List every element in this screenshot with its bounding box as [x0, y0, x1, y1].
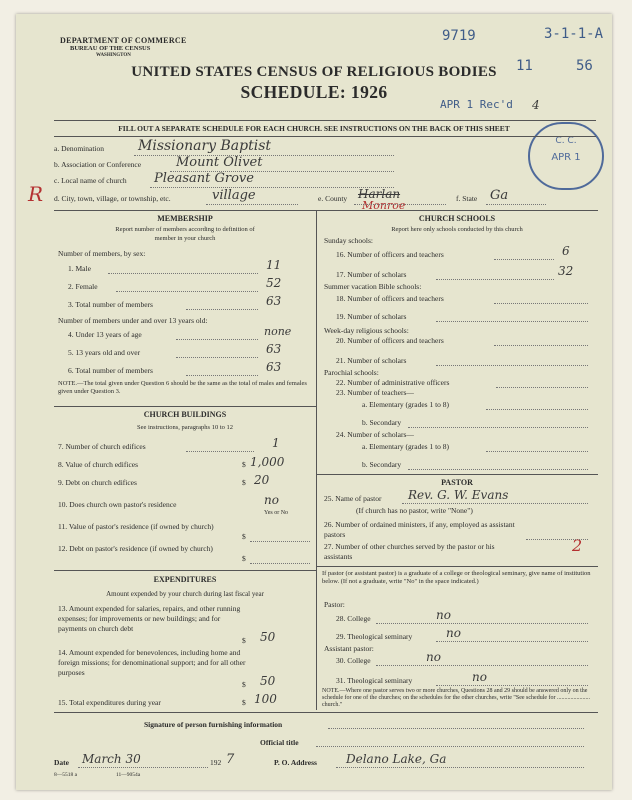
q29-value[interactable]: no: [446, 626, 461, 640]
form-number: 8—5518 a: [54, 772, 78, 778]
q22-label: 22. Number of administrative officers: [336, 378, 450, 387]
q23-label: 23. Number of teachers—: [336, 388, 414, 397]
q30-dots: [376, 665, 588, 666]
summer-schools-label: Summer vacation Bible schools:: [324, 282, 422, 291]
total-expenditures-label: 15. Total expenditures during year: [58, 698, 161, 707]
q23-elementary-label: a. Elementary (grades 1 to 8): [362, 400, 450, 409]
membership-subheading-1: Report number of members according to definition of: [115, 226, 255, 233]
q25-value[interactable]: Rev. G. W. Evans: [408, 488, 509, 502]
column-divider: [316, 210, 317, 710]
age-heading: Number of members under and over 13 years old:: [58, 316, 208, 325]
over-13-value[interactable]: 63: [266, 342, 282, 356]
q28-label: 28. College: [336, 614, 371, 623]
q24-secondary-dots: [408, 469, 588, 470]
buildings-subheading: See instructions, paragraphs 10 to 12: [136, 424, 234, 431]
date-year: 192: [210, 758, 222, 767]
q25-dots: [402, 503, 588, 504]
schools-bottom-rule: [316, 474, 598, 475]
q22-dots: [496, 387, 588, 388]
edifices-value-label: 8. Value of church edifices: [58, 460, 139, 469]
city-value[interactable]: village: [212, 188, 256, 203]
total-members-value[interactable]: 63: [266, 294, 282, 308]
running-expenses-prefix: $: [242, 636, 246, 645]
margin-mark: R: [28, 182, 44, 206]
association-value[interactable]: Mount Olivet: [176, 155, 263, 170]
total-expenditures-value[interactable]: 100: [254, 692, 277, 706]
sunday-schools-label: Sunday schools:: [324, 236, 373, 245]
po-address-line: [336, 767, 584, 768]
q17-value[interactable]: 32: [558, 264, 574, 278]
female-value[interactable]: 52: [266, 276, 282, 290]
assistant-pastor-label: Assistant pastor:: [324, 644, 374, 653]
male-dots: [108, 273, 258, 274]
q21-label: 21. Number of scholars: [336, 356, 407, 365]
schools-heading: CHURCH SCHOOLS: [418, 214, 496, 223]
over-13-dots: [176, 357, 258, 358]
female-dots: [116, 291, 258, 292]
benevolences-value[interactable]: 50: [260, 674, 276, 688]
date-label: Date: [54, 758, 69, 767]
under-13-dots: [176, 339, 258, 340]
weekday-schools-label: Week-day religious schools:: [324, 326, 409, 335]
q17-label: 17. Number of scholars: [336, 270, 407, 279]
q23-secondary-dots: [408, 427, 588, 428]
received-stamp: APR 1 Rec'd: [440, 98, 513, 111]
denomination-value[interactable]: Missionary Baptist: [138, 138, 272, 154]
edifices-debt-value[interactable]: 20: [254, 473, 270, 487]
total-members-label: 3. Total number of members: [68, 300, 153, 309]
form-number-2: 11—9054a: [116, 772, 141, 778]
table-bottom-rule: [54, 712, 598, 713]
buildings-heading: CHURCH BUILDINGS: [143, 410, 227, 419]
residence-value-line: [250, 541, 310, 542]
membership-note: NOTE.—The total given under Question 6 should be the same as the total of males and females given under Question 3.: [58, 380, 307, 395]
signature-label: Signature of person furnishing information: [144, 720, 283, 729]
instructions-line: FILL OUT A SEPARATE SCHEDULE FOR EACH CHURCH. SEE INSTRUCTIONS ON THE BACK OF THIS SHEET: [118, 124, 510, 133]
schools-subheading: Report here only schools conducted by this church: [391, 226, 523, 233]
q29-dots: [436, 641, 588, 642]
residence-debt-label: 12. Debt on pastor's residence (if owned by church): [58, 544, 213, 553]
q31-label: 31. Theological seminary: [336, 676, 413, 685]
stamp-number: 9719: [442, 28, 476, 44]
table-top-rule: [54, 210, 598, 211]
residence-own-hint: Yes or No: [264, 510, 289, 516]
q18-dots: [494, 303, 588, 304]
state-line: [486, 204, 546, 205]
male-value[interactable]: 11: [266, 258, 282, 272]
q20-dots: [494, 345, 588, 346]
q28-dots: [376, 623, 588, 624]
membership-by-sex: Number of members, by sex:: [58, 249, 146, 258]
pastor-note: NOTE.—Where one pastor serves two or more churches, Questions 28 and 29 should be answered only on the schedule for one of the churches; on the schedules for the other churches, write "See schedule for ...................... church.": [322, 688, 591, 709]
membership-bottom-rule: [54, 406, 316, 407]
denomination-label: a. Denomination: [54, 144, 104, 153]
q16-dots: [494, 259, 554, 260]
total-age-dots: [186, 375, 258, 376]
membership-subheading-2: member in your church: [154, 235, 216, 242]
q24-elementary-dots: [486, 451, 588, 452]
benevolences-label: 14. Amount expended for benevolences, including home and foreign missions; for denominational support; and for all other purposes: [58, 648, 246, 678]
cc-stamp-label: C. C.: [555, 136, 577, 146]
parochial-schools-label: Parochial schools:: [324, 368, 379, 377]
city-line: [206, 204, 298, 205]
county-value[interactable]: Harlan: [358, 187, 401, 201]
stamp-code-11: 11: [516, 58, 533, 74]
female-label: 2. Female: [68, 282, 98, 291]
official-title-line[interactable]: [316, 746, 584, 747]
q28-value[interactable]: no: [436, 608, 451, 622]
po-address-label: P. O. Address: [274, 758, 317, 767]
edifices-value-value[interactable]: 1,000: [250, 455, 285, 469]
q19-dots: [436, 321, 588, 322]
received-mark: 4: [532, 98, 540, 112]
association-label: b. Association or Conference: [54, 160, 142, 169]
denomination-line: [134, 155, 394, 156]
q27-label: 27. Number of other churches served by the pastor or his assistants: [324, 542, 495, 561]
expenditures-heading: EXPENDITURES: [153, 575, 217, 584]
q30-value[interactable]: no: [426, 650, 441, 664]
edifices-debt-label: 9. Debt on church edifices: [58, 478, 137, 487]
edifices-value-prefix: $: [242, 460, 246, 469]
bureau-heading: BUREAU OF THE CENSUS: [70, 45, 151, 52]
county-label: e. County: [318, 194, 348, 203]
residence-own-value[interactable]: no: [264, 493, 279, 507]
census-schedule-form: [16, 14, 612, 790]
signature-line[interactable]: [328, 728, 584, 729]
q30-label: 30. College: [336, 656, 371, 665]
q23-secondary-label: b. Secondary: [362, 418, 402, 427]
form-title: UNITED STATES CENSUS OF RELIGIOUS BODIES: [131, 64, 497, 80]
total-expenditures-prefix: $: [242, 698, 246, 707]
q25-label: 25. Name of pastor: [324, 494, 382, 503]
form-schedule-title: SCHEDULE: 1926: [240, 82, 388, 102]
q16-label: 16. Number of officers and teachers: [336, 250, 444, 259]
edifices-count-dots: [186, 451, 254, 452]
church-name-value[interactable]: Pleasant Grove: [154, 171, 254, 186]
residence-value-label: 11. Value of pastor's residence (if owned by church): [58, 522, 214, 531]
pastor-heading: PASTOR: [441, 478, 473, 487]
q26-label: 26. Number of ordained ministers, if any, employed as assistant pastors: [324, 520, 515, 539]
edifices-count-value[interactable]: 1: [272, 436, 280, 450]
location-heading: WASHINGTON: [96, 53, 131, 58]
department-heading: DEPARTMENT OF COMMERCE: [60, 36, 187, 45]
q16-value[interactable]: 6: [562, 244, 570, 258]
q31-value[interactable]: no: [472, 670, 487, 684]
buildings-bottom-rule: [54, 570, 316, 571]
official-title-label: Official title: [260, 738, 299, 747]
stamp-code-56: 56: [576, 58, 593, 74]
residence-debt-line: [250, 563, 310, 564]
q24-label: 24. Number of scholars—: [336, 430, 414, 439]
date-year-suffix[interactable]: 7: [226, 752, 235, 767]
church-name-label: c. Local name of church: [54, 176, 127, 185]
residence-value-prefix: $: [242, 532, 246, 541]
benevolences-prefix: $: [242, 680, 246, 689]
q24-elementary-label: a. Elementary (grades 1 to 8): [362, 442, 450, 451]
q17-dots: [436, 279, 554, 280]
q23-elementary-dots: [486, 409, 588, 410]
stamp-code: 3-1-1-A: [544, 26, 604, 42]
residence-own-label: 10. Does church own pastor's residence: [58, 500, 177, 509]
over-13-label: 5. 13 years old and over: [68, 348, 141, 357]
city-label: d. City, town, village, or township, etc.: [54, 194, 171, 203]
pastor-graduate-rule: [316, 566, 598, 567]
date-value[interactable]: March 30: [82, 752, 141, 766]
running-expenses-value[interactable]: 50: [260, 630, 276, 644]
total-age-label: 6. Total number of members: [68, 366, 153, 375]
q20-label: 20. Number of officers and teachers: [336, 336, 444, 345]
running-expenses-label: 13. Amount expended for salaries, repairs, and other running expenses; for improvements or new buildings; and for payments on church debt: [58, 604, 241, 634]
under-13-value[interactable]: none: [264, 325, 292, 338]
q29-label: 29. Theological seminary: [336, 632, 413, 641]
q25-hint: (If church has no pastor, write "None"): [356, 506, 473, 515]
instructions-rule: [54, 136, 596, 137]
cc-stamp-date: APR 1: [551, 152, 581, 163]
male-label: 1. Male: [68, 264, 91, 273]
under-13-label: 4. Under 13 years of age: [68, 330, 142, 339]
q31-dots: [436, 685, 588, 686]
residence-debt-prefix: $: [242, 554, 246, 563]
graduate-note: If pastor (or assistant pastor) is a graduate of a college or theological seminary, give name of institution below. (If not a graduate, write "No" in the space indicated.): [322, 570, 591, 585]
pastor-label: Pastor:: [324, 600, 345, 609]
top-rule: [54, 120, 596, 121]
q24-secondary-label: b. Secondary: [362, 460, 402, 469]
edifices-count-label: 7. Number of church edifices: [58, 442, 146, 451]
membership-heading: MEMBERSHIP: [157, 214, 213, 223]
county-correction: Monroe: [362, 199, 406, 212]
state-value[interactable]: Ga: [490, 188, 509, 203]
q19-label: 19. Number of scholars: [336, 312, 407, 321]
q27-value[interactable]: 2: [572, 536, 583, 555]
q18-label: 18. Number of officers and teachers: [336, 294, 444, 303]
q21-dots: [436, 365, 588, 366]
total-age-value[interactable]: 63: [266, 360, 282, 374]
total-members-dots: [186, 309, 258, 310]
state-label: f. State: [456, 194, 478, 203]
edifices-debt-prefix: $: [242, 478, 246, 487]
date-line: [78, 767, 208, 768]
expenditures-subheading: Amount expended by your church during last fiscal year: [106, 590, 264, 598]
po-address-value[interactable]: Delano Lake, Ga: [346, 752, 447, 766]
county-line: [354, 204, 446, 205]
